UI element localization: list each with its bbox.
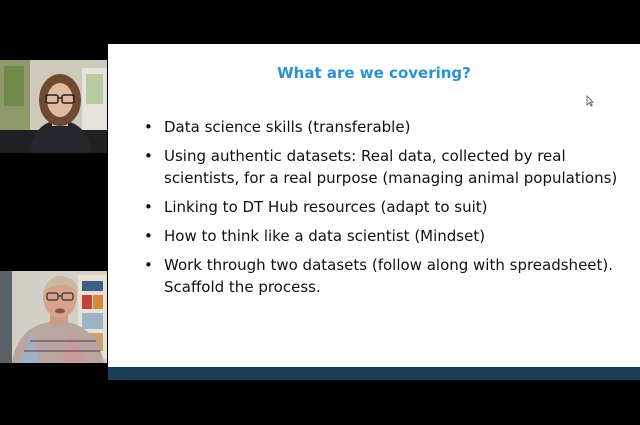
bullet-marker: • <box>144 198 153 216</box>
bullet-text: Using authentic datasets: Real data, collected by real scientists, for a real purpose (managing animal populations) <box>164 147 618 187</box>
participant-2-image <box>0 271 107 363</box>
bullet-marker: • <box>144 256 153 274</box>
slide-footer-bar <box>108 367 640 380</box>
participant-video-strip <box>0 0 107 425</box>
bullet-marker: • <box>144 227 153 245</box>
bullet-item <box>144 225 624 247</box>
bullet-text: How to think like a data scientist (Mindset) <box>164 227 486 245</box>
participant-video-2[interactable] <box>0 271 107 363</box>
mouse-pointer-icon <box>586 94 594 112</box>
bullet-text: Work through two datasets (follow along with spreadsheet). Scaffold the process. <box>164 256 614 296</box>
shared-slide <box>108 44 640 380</box>
bullet-text: Data science skills (transferable) <box>164 118 411 136</box>
bullet-marker: • <box>144 147 153 165</box>
bullet-marker: • <box>144 118 153 136</box>
slide-bullet-list <box>144 116 624 305</box>
slide-title: What are we covering? <box>277 64 471 82</box>
bullet-text: Linking to DT Hub resources (adapt to suit) <box>164 198 488 216</box>
bullet-item <box>144 116 624 138</box>
bullet-item <box>144 254 624 298</box>
participant-video-1[interactable] <box>0 60 107 153</box>
bullet-item <box>144 145 624 189</box>
participant-1-image <box>0 60 107 153</box>
bullet-item <box>144 196 624 218</box>
